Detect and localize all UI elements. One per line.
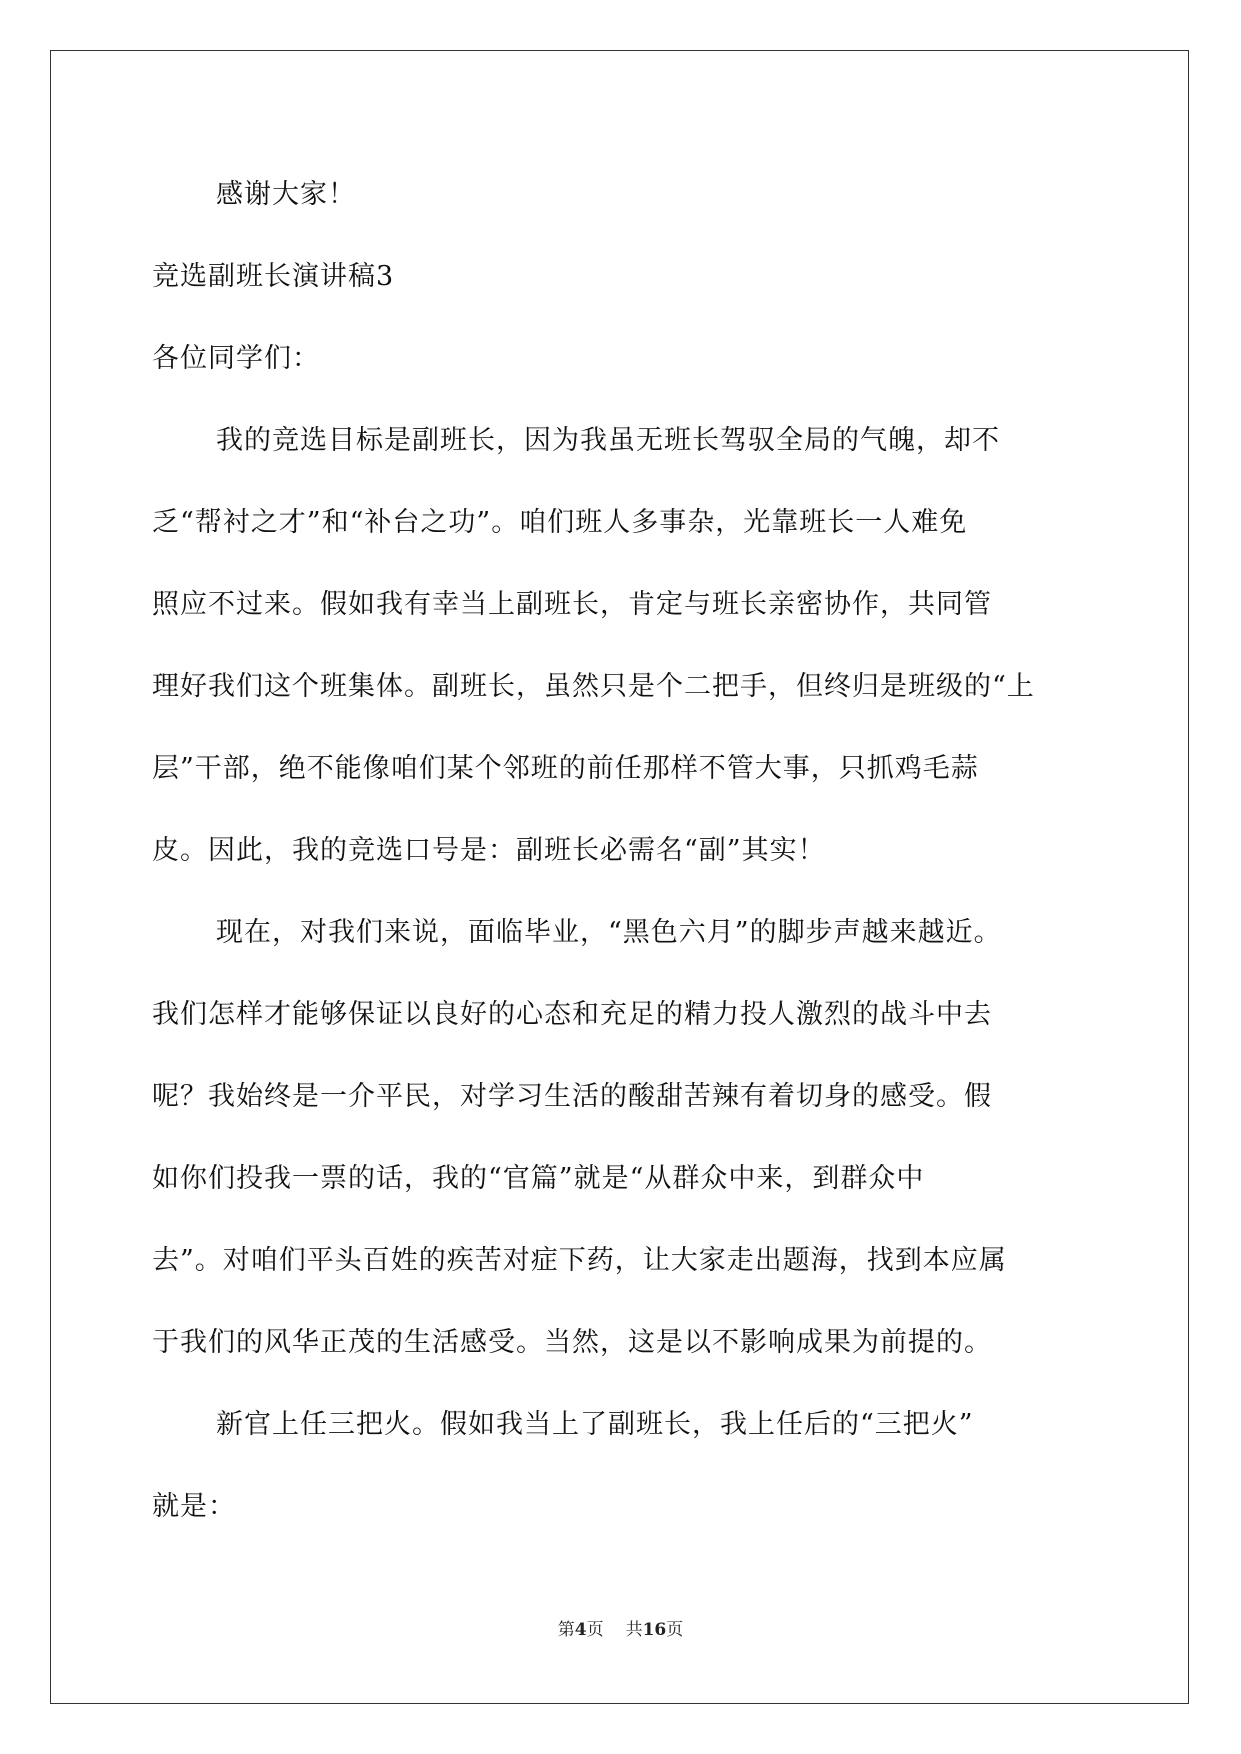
text-line: 新官上任三把火。假如我当上了副班长，我上任后的“三把火” bbox=[216, 1409, 974, 1440]
page-suffix: 页 bbox=[586, 1620, 604, 1640]
text-line: 照应不过来。假如我有幸当上副班长，肯定与班长亲密协作，共同管 bbox=[152, 589, 992, 620]
salutation: 各位同学们： bbox=[152, 343, 320, 374]
text-line: 就是： bbox=[152, 1491, 236, 1522]
text-line: 呢？我始终是一介平民，对学习生活的酸甜苦辣有着切身的感受。假 bbox=[152, 1081, 992, 1112]
total-page-number: 16 bbox=[642, 1620, 667, 1640]
text-line: 如你们投我一票的话，我的“官篇”就是“从群众中来，到群众中 bbox=[152, 1163, 925, 1194]
text-line: 皮。因此，我的竞选口号是：副班长必需名“副”其实！ bbox=[152, 835, 826, 866]
page-prefix: 第 bbox=[557, 1620, 575, 1640]
text-line: 我的竞选目标是副班长，因为我虽无班长驾驭全局的气魄，却不 bbox=[216, 425, 1000, 456]
text-line: 乏“帮衬之才”和“补台之功”。咱们班人多事杂，光靠班长一人难免 bbox=[152, 507, 968, 538]
total-suffix: 页 bbox=[666, 1620, 684, 1640]
total-prefix: 共 bbox=[625, 1620, 643, 1640]
text-line: 感谢大家！ bbox=[216, 179, 356, 210]
page-footer bbox=[0, 1615, 1241, 1640]
text-line: 于我们的风华正茂的生活感受。当然，这是以不影响成果为前提的。 bbox=[152, 1327, 992, 1358]
text-line: 现在，对我们来说，面临毕业，“黑色六月”的脚步声越来越近。 bbox=[216, 917, 1002, 948]
text-line: 理好我们这个班集体。副班长，虽然只是个二把手，但终归是班级的“上 bbox=[152, 671, 1035, 702]
text-line: 层”干部，绝不能像咱们某个邻班的前任那样不管大事，只抓鸡毛蒜 bbox=[152, 753, 979, 784]
section-title: 竞选副班长演讲稿3 bbox=[152, 261, 395, 292]
document-body bbox=[152, 154, 1092, 1548]
text-line: 我们怎样才能够保证以良好的心态和充足的精力投人激烈的战斗中去 bbox=[152, 999, 992, 1030]
current-page-number: 4 bbox=[574, 1620, 587, 1640]
text-line: 去”。对咱们平头百姓的疾苦对症下药，让大家走出题海，找到本应属 bbox=[152, 1245, 1007, 1276]
